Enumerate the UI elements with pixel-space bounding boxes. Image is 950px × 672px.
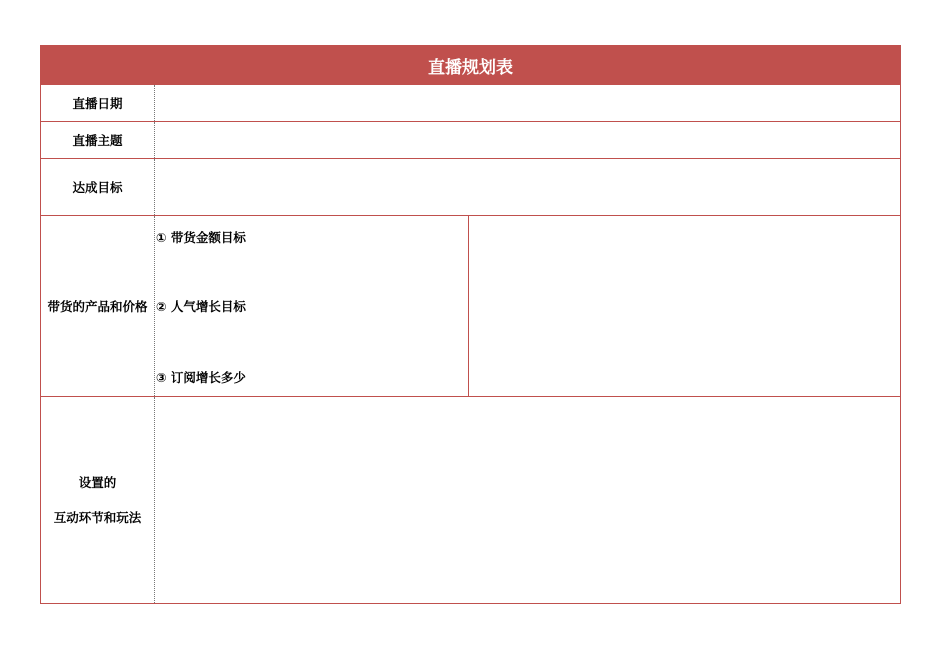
- live-theme-cell[interactable]: [155, 122, 900, 158]
- row-interaction: [41, 396, 900, 603]
- products-value-area: [155, 216, 900, 396]
- target-subscription-growth: ③ 订阅增长多少: [156, 370, 246, 385]
- products-detail-cell[interactable]: [469, 216, 900, 396]
- live-theme-label: 直播主题: [41, 122, 155, 158]
- row-goal: [41, 158, 900, 215]
- target-popularity-growth: ② 人气增长目标: [156, 299, 246, 314]
- interaction-cell[interactable]: [155, 397, 900, 603]
- interaction-label: [41, 397, 155, 603]
- row-live-theme: [41, 121, 900, 158]
- row-live-date: [41, 84, 900, 121]
- products-label: 带货的产品和价格: [41, 216, 155, 396]
- interaction-label-line2: 互动环节和玩法: [53, 510, 142, 525]
- target-sales-amount: ① 带货金额目标: [156, 230, 246, 245]
- live-stream-plan-table: [40, 45, 901, 604]
- live-date-cell[interactable]: [155, 85, 900, 121]
- interaction-label-line1: 设置的: [78, 475, 117, 490]
- table-title: 直播规划表: [41, 46, 900, 84]
- targets-cell[interactable]: [155, 216, 469, 396]
- goal-cell[interactable]: [155, 159, 900, 215]
- goal-label: 达成目标: [41, 159, 155, 215]
- row-products-and-prices: [41, 215, 900, 396]
- live-date-label: 直播日期: [41, 85, 155, 121]
